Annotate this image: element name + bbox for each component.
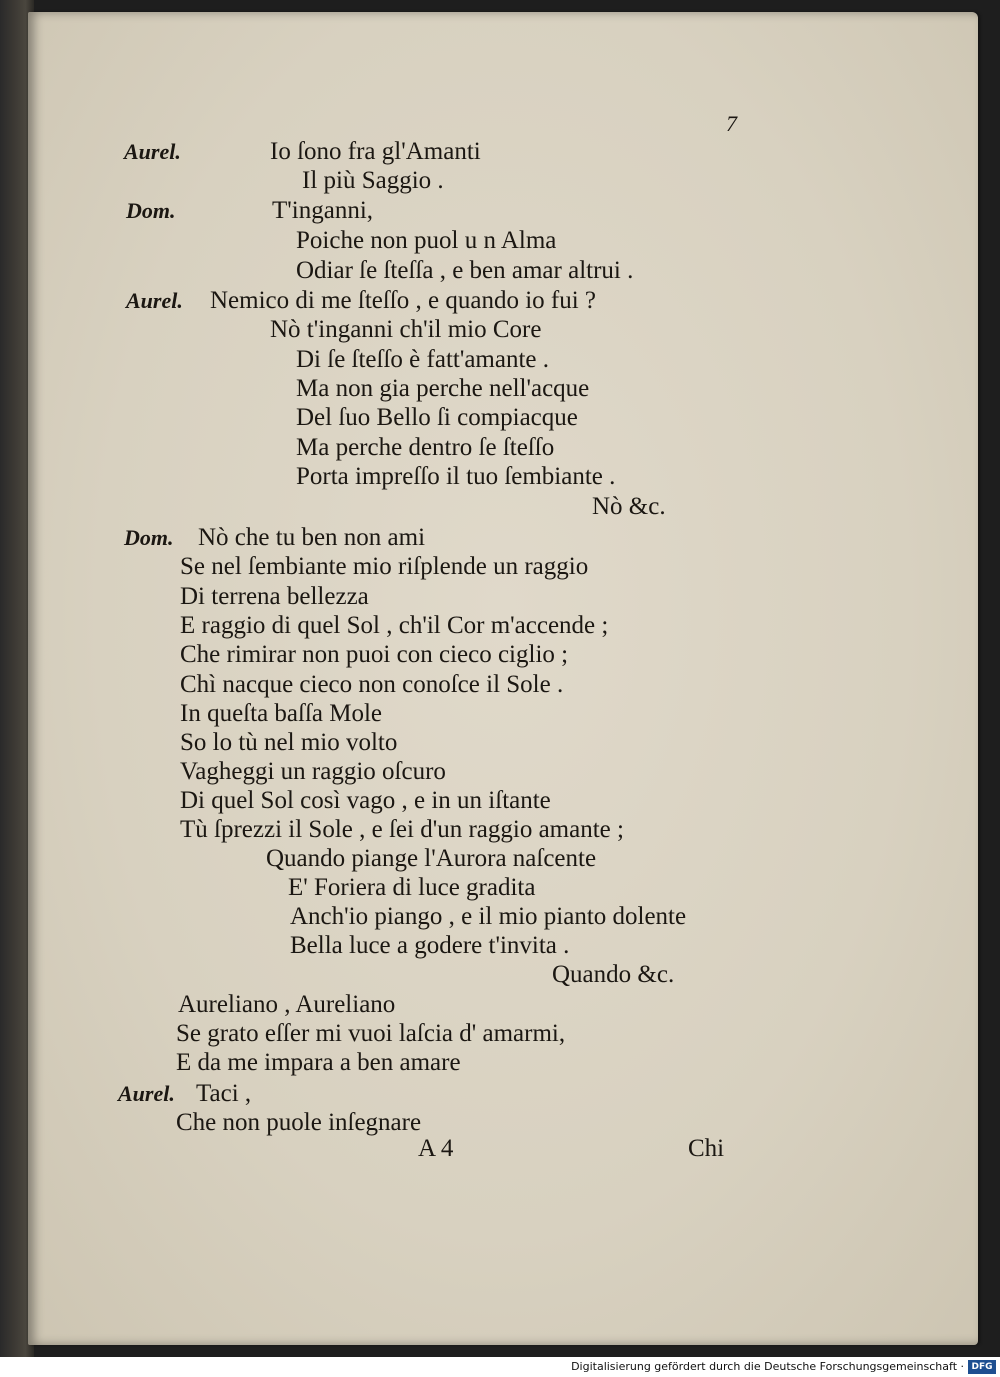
verse-line: Se grato eſſer mi vuoi laſcia d' amarmi, [176, 1020, 566, 1047]
speaker-line [126, 196, 176, 226]
page-number: 7 [726, 111, 737, 136]
verse-line: Che rimirar non puoi con cieco ciglio ; [180, 641, 569, 668]
verse-line: Aureliano , Aureliano [178, 991, 396, 1018]
verse-line: Di quel Sol così vago , e in un iſtante [180, 787, 551, 814]
verse-line: Quando piange l'Aurora naſcente [266, 845, 597, 872]
verse-line: Porta impreſſo il tuo ſembiante . [296, 463, 616, 490]
verse-line: Bella luce a godere t'invita . [290, 932, 570, 959]
verse-line: E da me impara a ben amare [176, 1049, 461, 1076]
verse-line: Di ſe ſteſſo è fatt'amante . [296, 346, 550, 373]
digitization-footer [0, 1357, 1000, 1377]
verse-line: Ma perche dentro ſe ſteſſo [296, 434, 555, 461]
verse-line: Del ſuo Bello ſi compiacque [296, 404, 578, 431]
refrain-cue: Quando &c. [552, 961, 675, 988]
funding-credit: Digitalisierung gefördert durch die Deutsche Forschungsgemeinschaft · [571, 1360, 964, 1373]
dfg-logo-icon: DFG [968, 1360, 996, 1374]
verse-line: Odiar ſe ſteſſa , e ben amar altrui . [296, 257, 634, 284]
verse-line: So lo tù nel mio volto [180, 729, 398, 756]
speaker-line [124, 523, 174, 553]
speaker-label: Aurel. [124, 139, 181, 164]
verse-line: Io ſono fra gl'Amanti [270, 138, 481, 165]
verse-line: Tù ſprezzi il Sole , e ſei d'un raggio amante ; [180, 816, 624, 843]
verse-line: Di terrena bellezza [180, 583, 369, 610]
speaker-line [118, 1079, 175, 1109]
verse-line: T'inganni, [272, 197, 374, 224]
verse-line: Chì nacque cieco non conoſce il Sole . [180, 671, 564, 698]
speaker-label: Aurel. [126, 288, 183, 313]
speaker-label: Aurel. [118, 1081, 175, 1106]
verse-line: Poiche non puol u n Alma [296, 227, 557, 254]
verse-line: In queſta baſſa Mole [180, 700, 383, 727]
speaker-label: Dom. [126, 198, 176, 223]
signature-mark: A 4 [418, 1135, 454, 1162]
verse-line: Che non puole inſegnare [176, 1109, 422, 1136]
verse-line: Il più Saggio . [302, 167, 444, 194]
verse-line: Nemico di me ſteſſo , e quando io fui ? [210, 287, 597, 314]
verse-line: Taci , [196, 1080, 252, 1107]
verse-line: Anch'io piango , e il mio pianto dolente [290, 903, 687, 930]
verse-line: Nò che tu ben non ami [198, 524, 426, 551]
speaker-line [124, 137, 181, 167]
verse-line: Se nel ſembiante mio riſplende un raggio [180, 553, 589, 580]
verse-line: Vagheggi un raggio oſcuro [180, 758, 446, 785]
refrain-cue: Nò &c. [592, 493, 666, 520]
verse-line: Ma non gia perche nell'acque [296, 375, 590, 402]
speaker-line [126, 286, 183, 316]
verse-line: Nò t'inganni ch'il mio Core [270, 316, 542, 343]
verse-line: E' Foriera di luce gradita [288, 874, 536, 901]
verse-line: E raggio di quel Sol , ch'il Cor m'accende ; [180, 612, 609, 639]
catchword: Chi [688, 1135, 725, 1162]
speaker-label: Dom. [124, 525, 174, 550]
